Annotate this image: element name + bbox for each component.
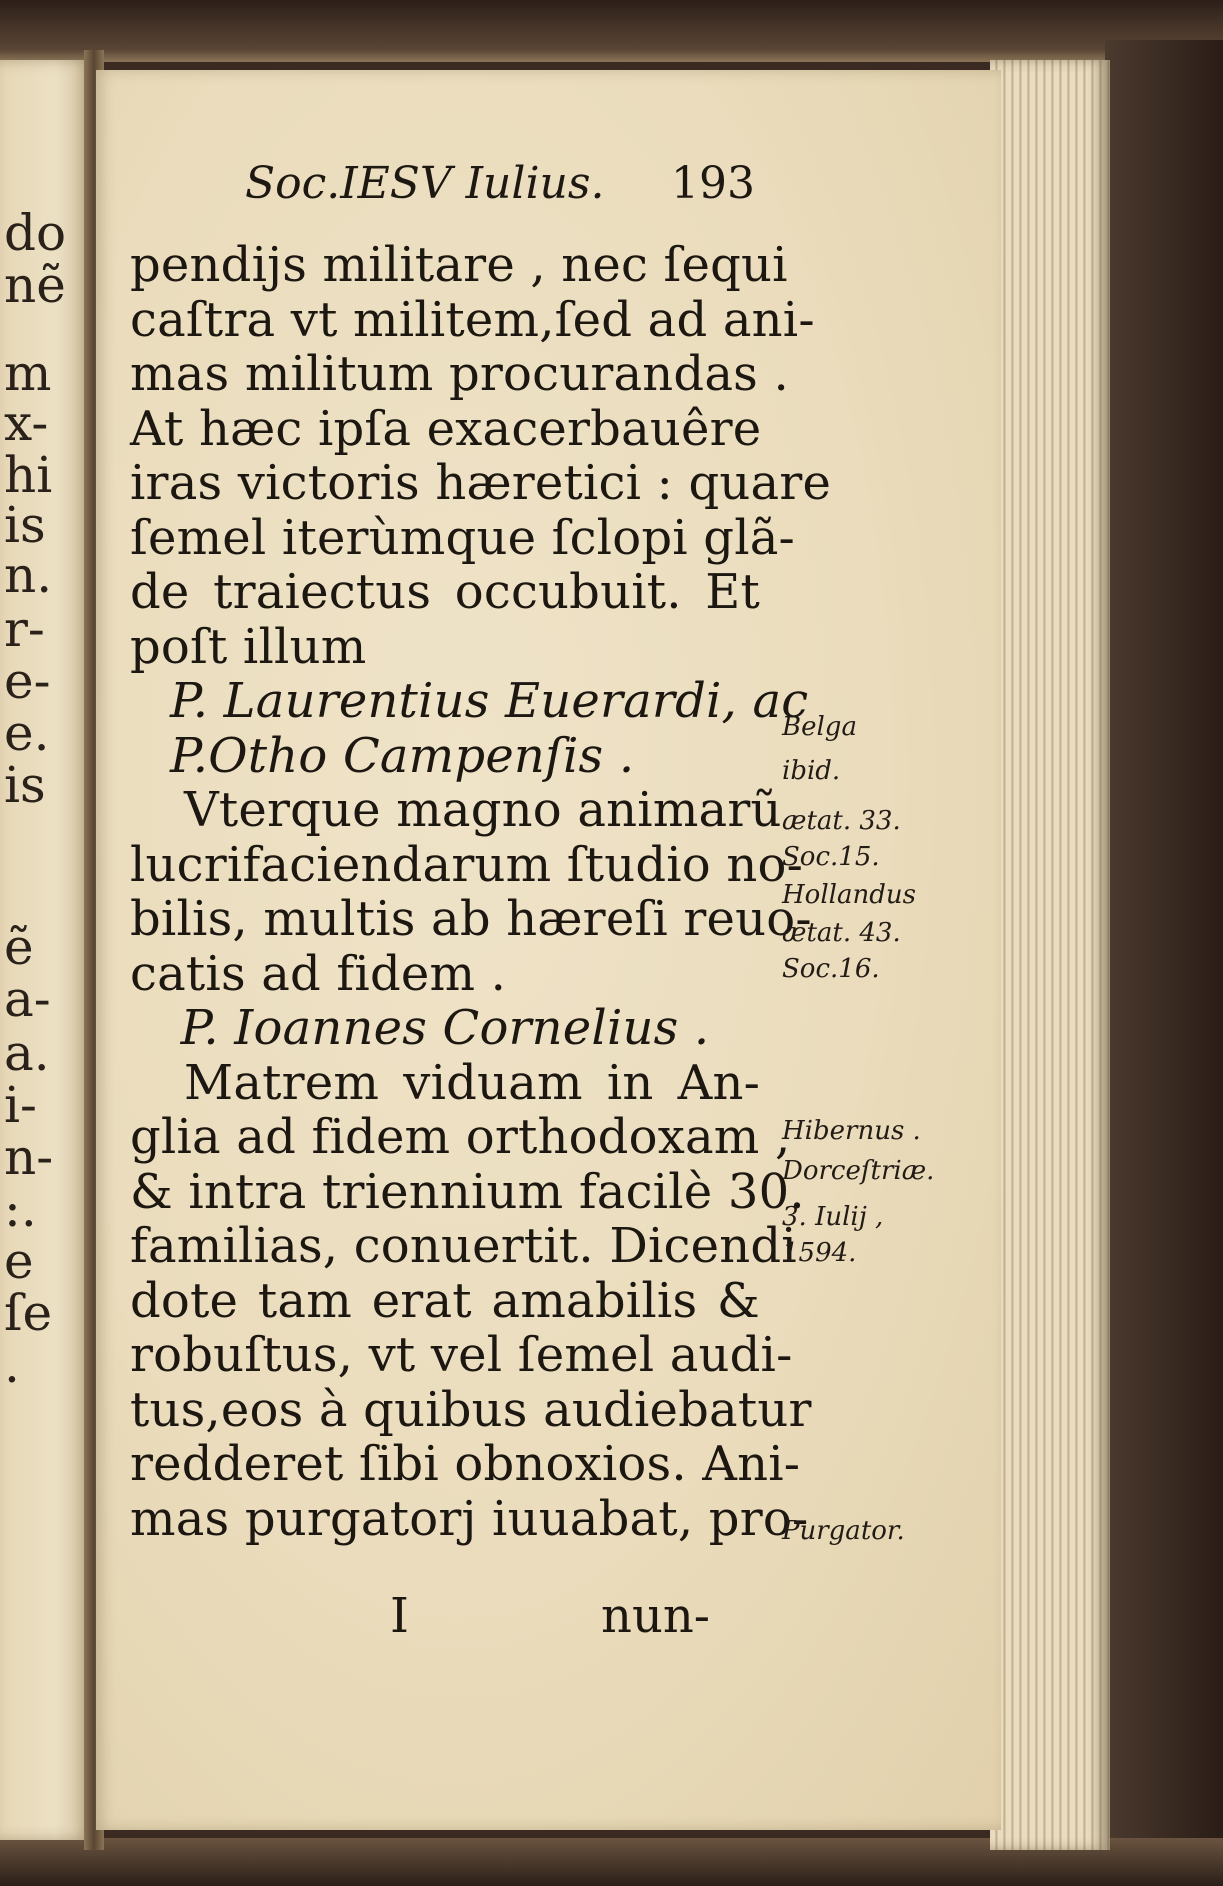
book-cover-right xyxy=(1105,40,1223,1886)
margin-note: Belga xyxy=(782,712,857,742)
margin-note: Soc.16. xyxy=(782,954,880,984)
left-fragment: . xyxy=(4,1336,20,1394)
margin-note: 1594. xyxy=(782,1238,857,1268)
left-fragment: x- xyxy=(4,394,49,452)
margin-note: ibid. xyxy=(782,756,841,786)
text-line: mas militum procurandas . xyxy=(130,346,789,402)
left-fragment: is xyxy=(4,496,46,554)
catchword: nun- xyxy=(601,1588,710,1644)
left-fragment: :. xyxy=(4,1180,37,1238)
text-line: robuſtus, vt vel ſemel audi- xyxy=(130,1327,793,1383)
margin-note: 3. Iulij , xyxy=(782,1202,884,1232)
signature-mark: I xyxy=(390,1588,409,1644)
margin-note: Purgator. xyxy=(782,1516,905,1546)
left-fragment: ſe xyxy=(4,1284,53,1342)
left-fragment: hi xyxy=(4,446,53,504)
text-line: familias, conuertit. Dicendi xyxy=(130,1218,797,1274)
text-line: Vterque magno animarũ xyxy=(184,782,782,838)
page-footer xyxy=(130,1588,760,1643)
left-fragment: a- xyxy=(4,970,51,1028)
text-line: pendijs militare , nec ſequi xyxy=(130,237,788,293)
text-line: de traiectus occubuit. Et xyxy=(130,564,760,620)
person-heading: P. Ioannes Cornelius . xyxy=(180,1000,710,1056)
left-fragment: m xyxy=(4,344,52,402)
text-line: iras victoris hæretici : quare xyxy=(130,455,832,511)
text-line: caſtra vt militem,ſed ad ani- xyxy=(130,291,815,348)
margin-note: Dorceſtriæ. xyxy=(782,1156,935,1186)
margin-note: ætat. 43. xyxy=(782,918,901,948)
text-line: bilis, multis ab hæreſi reuo- xyxy=(130,891,812,947)
text-line: & intra triennium facilè 30. xyxy=(130,1163,805,1220)
left-fragment: e xyxy=(4,1232,34,1290)
left-fragment: r- xyxy=(4,600,45,658)
person-heading: P. Laurentius Euerardi, ac xyxy=(170,673,809,729)
left-page-edge xyxy=(0,60,92,1840)
left-fragment: n- xyxy=(4,1128,54,1186)
person-heading: P.Otho Campenſis . xyxy=(170,727,635,784)
text-line: dote tam erat amabilis & xyxy=(130,1272,760,1329)
text-line: poſt illum xyxy=(130,618,367,675)
page-header xyxy=(245,158,755,218)
left-fragment: n. xyxy=(4,546,53,604)
margin-note: Hibernus . xyxy=(782,1116,921,1146)
book-cover-top xyxy=(0,0,1223,62)
text-line: At hæc ipſa exacerbauêre xyxy=(130,400,762,457)
left-fragment: nẽ xyxy=(4,256,66,314)
left-fragment: e. xyxy=(4,704,50,762)
left-fragment: do xyxy=(4,204,67,262)
text-line: catis ad fidem . xyxy=(130,945,507,1002)
text-line: Matrem viduam in An- xyxy=(184,1054,760,1111)
text-line: tus,eos à quibus audiebatur xyxy=(130,1381,812,1438)
text-line: redderet ſibi obnoxios. Ani- xyxy=(130,1436,801,1492)
left-fragment: a. xyxy=(4,1024,50,1082)
left-fragment: is xyxy=(4,756,46,814)
left-fragment: i- xyxy=(4,1076,37,1134)
text-line: lucrifaciendarum ſtudio no- xyxy=(130,836,803,893)
page-number: 193 xyxy=(671,158,755,209)
text-line: mas purgatorj iuuabat, pro- xyxy=(130,1490,809,1547)
margin-note: Soc.15. xyxy=(782,842,880,872)
page-edges xyxy=(990,60,1110,1850)
left-fragment: e- xyxy=(4,652,51,710)
margin-note: Hollandus xyxy=(782,880,916,910)
text-line: ſemel iterùmque ſclopi glã- xyxy=(130,509,795,566)
text-line: glia ad fidem orthodoxam , xyxy=(130,1109,791,1165)
left-fragment: ẽ xyxy=(4,918,34,976)
running-title: Soc.IESV Iulius. xyxy=(245,158,605,209)
margin-note: ætat. 33. xyxy=(782,806,901,836)
